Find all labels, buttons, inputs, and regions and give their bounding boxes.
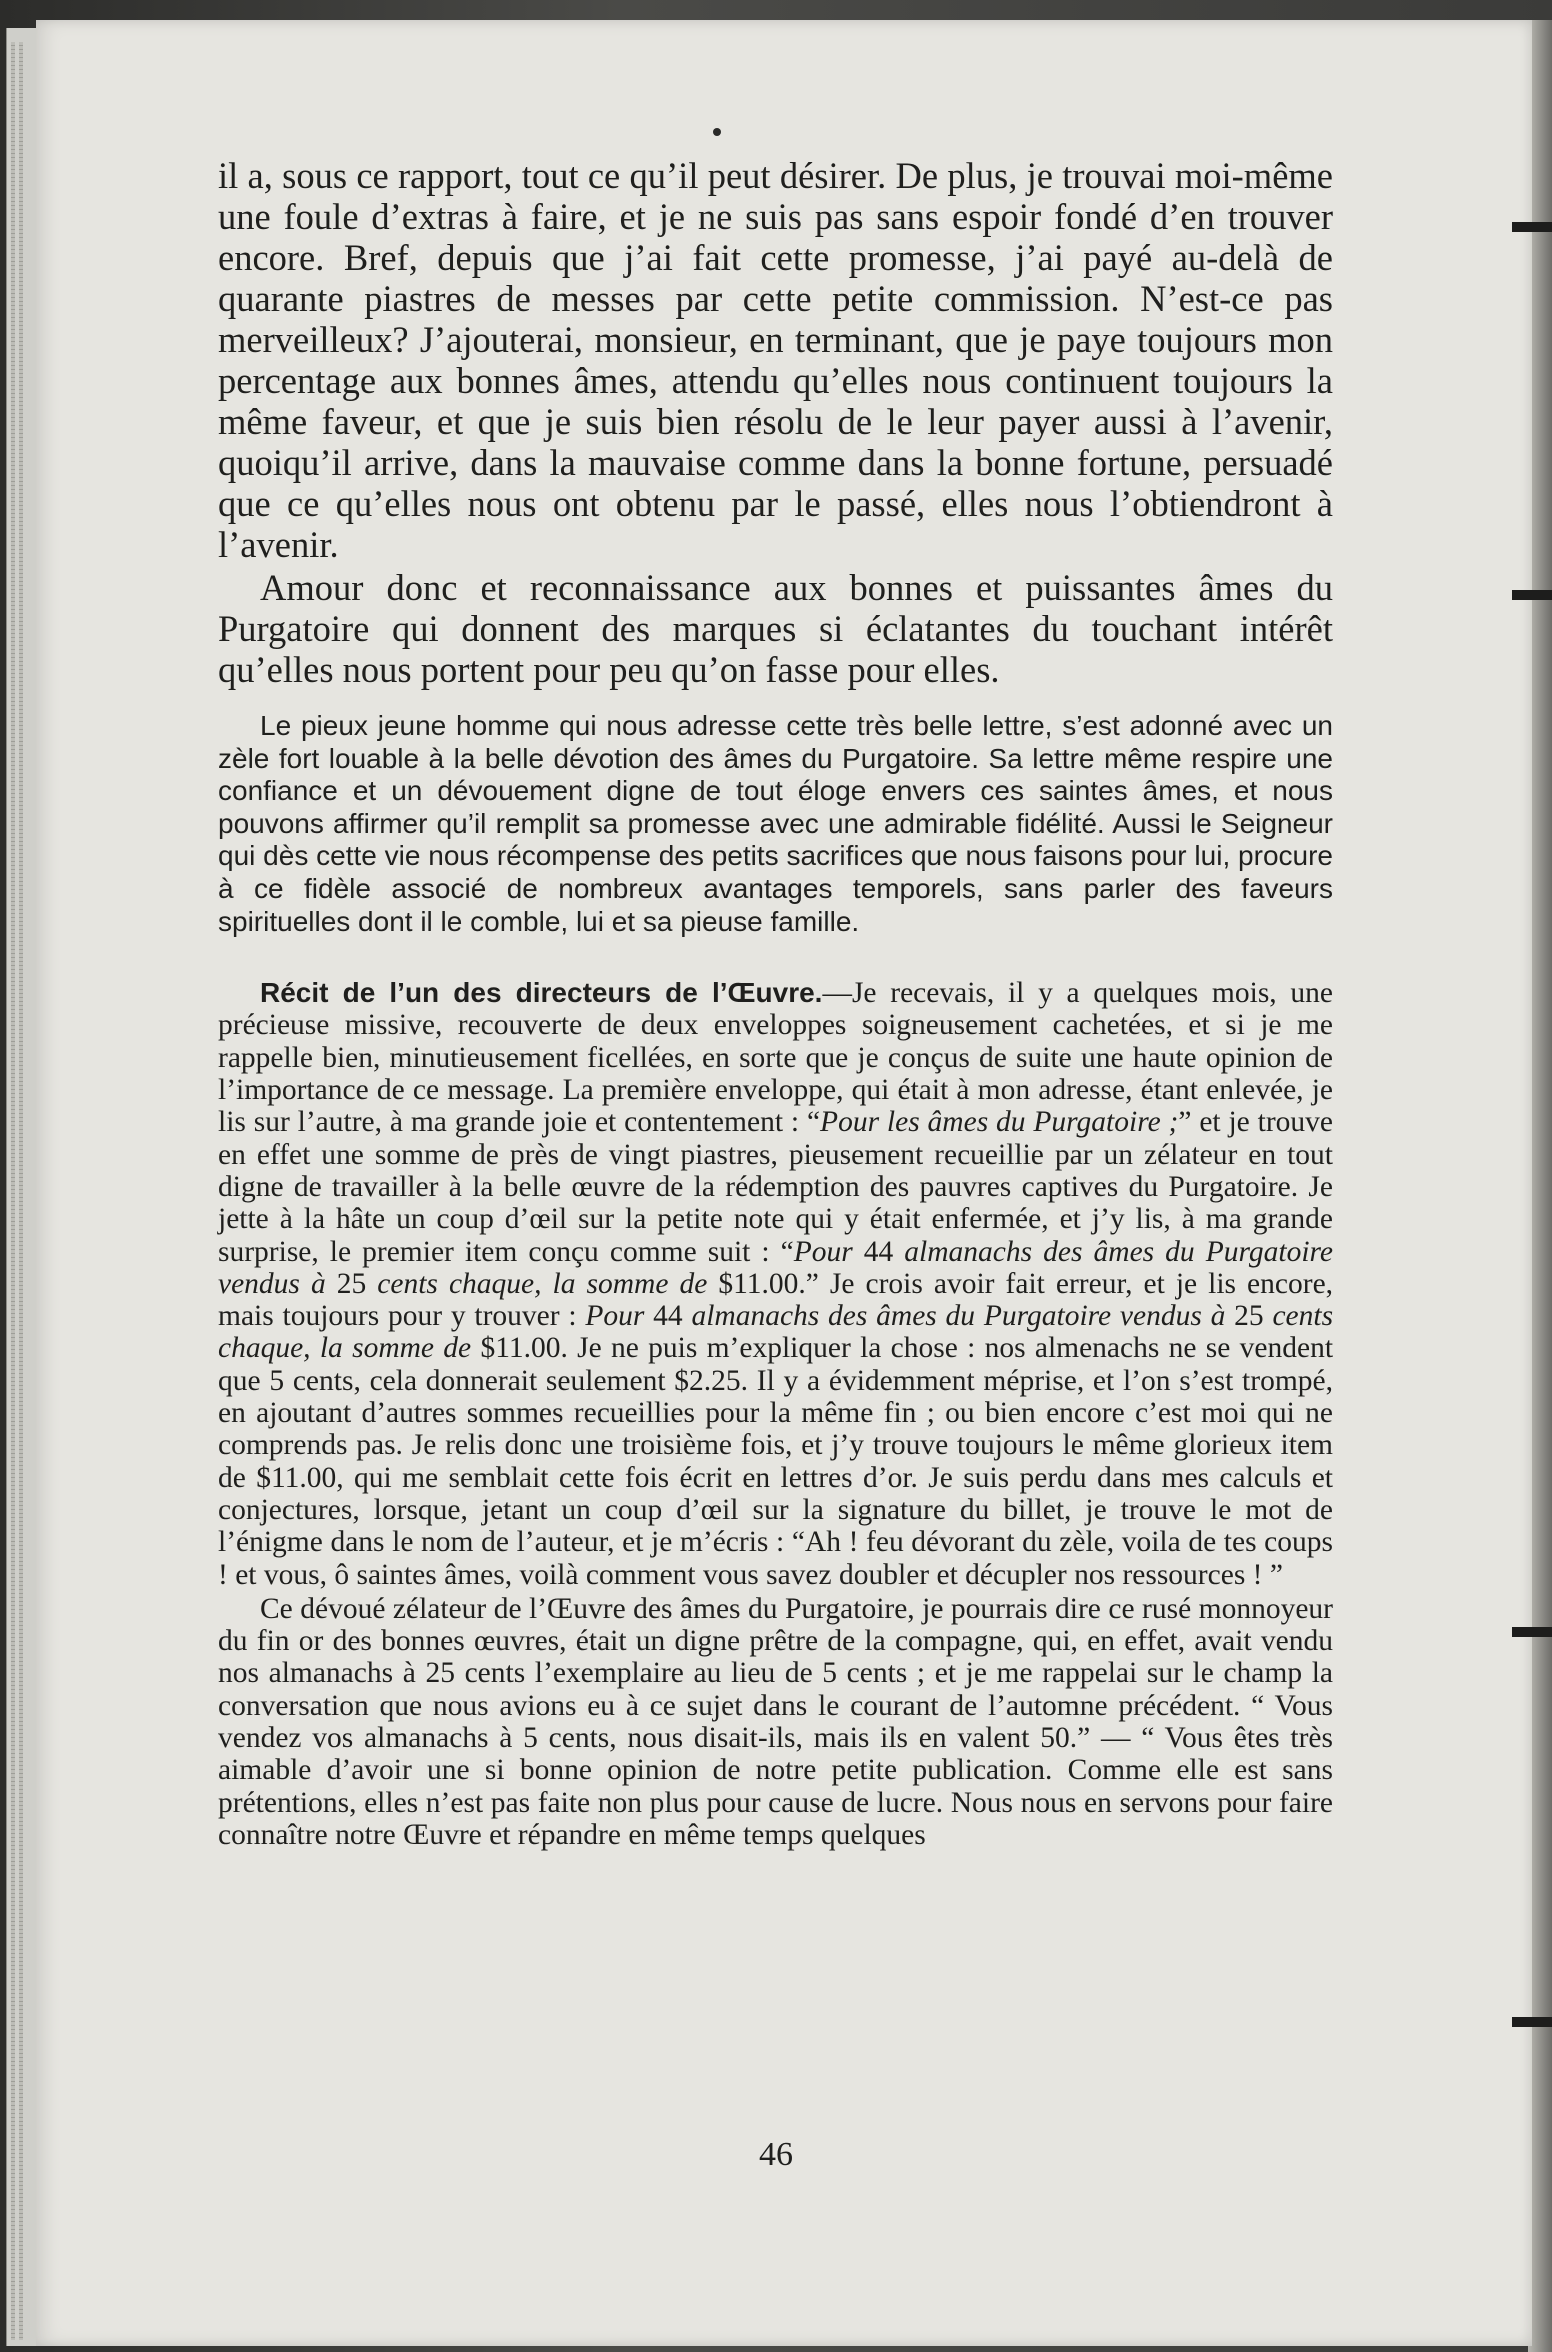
section-text: ” Je crois avoir fait erreur, et je lis encore, mais toujours pour y trouver :: [218, 1267, 1334, 1333]
italic-quote: Pour les âmes du Purgatoire ;: [820, 1106, 1179, 1139]
number: 44: [653, 1300, 683, 1333]
section-text: Je ne puis m’expliquer la chose : nos almenachs ne se vendent que 5 cents, cela donnerait seulement $2.25. Il y a évidemment méprise, et l’on s’est trompé, en ajoutant d’autres sommes recueillies pour la même fin ; ou bien encore c’est moi qui ne comprends pas. Je relis donc une troisième fois, et j’y trouve toujours le même glorieux item de $11.00, qui me semblait cette fois écrit en lettres d’or. Je suis perdu dans mes calculs et conjectures, lorsque, jetant un coup d’œil sur la signature du billet, je trouve le mot de l’énigme dans le nom de l’auteur, et je m’écris : “Ah ! feu dévorant du zèle, voila de tes coups ! et vous, ô saintes âmes, voilà comment vous savez doubler et décupler nos ressources ! ”: [218, 1332, 1334, 1591]
page-marker-tab: [1512, 222, 1552, 232]
amount: $11.00.: [718, 1267, 806, 1300]
section-paragraph: [218, 977, 1333, 1591]
italic-quote: cents chaque, la somme de: [377, 1267, 708, 1300]
letter-closing-paragraph: Amour donc et reconnaissance aux bonnes et puissantes âmes du Purgatoire qui donnent des marques si éclatantes du touchant intérêt qu’elles nous portent pour peu qu’on fasse pour elles.: [218, 567, 1333, 690]
italic-quote: almanachs des âmes du Purgatoire vendus à: [218, 1235, 1334, 1300]
section-dash: —: [822, 977, 852, 1010]
page-text: [218, 155, 1333, 1851]
page-marker-tab: [1512, 2017, 1552, 2027]
section-text: ” et je trouve en effet une somme de près de vingt piastres, pieusement recueillie par un zélateur en tout digne de travailler à la belle œuvre de la rédemption des pauvres captives du Purgatoire. Je jette à la hâte un coup d’œil sur la petite note qui y était enfermée, et j’y lis, à ma grande surprise, le premier item conçu comme suit : “: [218, 1106, 1334, 1268]
amount: $11.00.: [480, 1332, 568, 1365]
page-marker-tab: [1512, 1627, 1552, 1637]
italic-quote: Pour: [585, 1300, 645, 1333]
section-text: Je recevais, il y a quelques mois, une précieuse missive, recouverte de deux enveloppes soigneusement cachetées, et si je me rappelle bien, minutieusement ficellées, en sorte que je conçus de suite une haute opinion de l’importance de ce message. La première enveloppe, qui était à mon adresse, étant enlevée, je lis sur l’autre, à ma grande joie et contentement : “: [218, 977, 1333, 1139]
italic-quote: Pour: [793, 1235, 853, 1268]
number: 25: [336, 1267, 367, 1300]
number: 44: [863, 1235, 894, 1268]
print-mark-dot: [713, 128, 721, 136]
number: 25: [1234, 1300, 1264, 1333]
page-number: 46: [759, 2136, 793, 2173]
final-paragraph: Ce dévoué zélateur de l’Œuvre des âmes du Purgatoire, je pourrais dire ce rusé monnoyeur du fin or des bonnes œuvres, était un digne prêtre de la compagne, qui, en effet, avait vendu nos almanachs à 25 cents l’exemplaire au lieu de 5 cents ; et je me rappelai sur le champ la conversation que nous avions eu à ce sujet dans le courant de l’automne précédent. “ Vous vendez vos almanachs à 5 cents, nous disait-ils, mais ils en valent 50.” — “ Vous êtes très aimable d’avoir une si bonne opinion de notre petite publication. Comme elle est sans prétentions, elles n’est pas faite non plus pour cause de lucre. Nous nous en servons pour faire connaître notre Œuvre et répandre en même temps quelques: [218, 1592, 1333, 1851]
italic-quote: cents chaque, la somme de: [218, 1300, 1334, 1365]
section-heading: Récit de l’un des directeurs de l’Œuvre.: [260, 977, 823, 1009]
letter-paragraph: il a, sous ce rapport, tout ce qu’il peut désirer. De plus, je trouvai moi-même une foule d’extras à faire, et je ne suis pas sans espoir fondé d’en trouver encore. Bref, depuis que j’ai fait cette promesse, j’ai payé au-delà de quarante piastres de messes par cette petite commission. N’est-ce pas merveilleux? J’ajouterai, monsieur, en terminant, que je paye toujours mon percentage aux bonnes âmes, attendu qu’elles nous continuent toujours la même faveur, et que je suis bien résolu de le leur payer aussi à l’avenir, quoiqu’il arrive, dans la mauvaise comme dans la bonne fortune, persuadé que ce qu’elles nous ont obtenu par le passé, elles nous l’obtiendront à l’avenir.: [218, 155, 1333, 565]
italic-quote: almanachs des âmes du Purgatoire vendus à: [691, 1300, 1226, 1333]
editor-commentary: Le pieux jeune homme qui nous adresse cette très belle lettre, s’est adonné avec un zèle fort louable à la belle dévotion des âmes du Purgatoire. Sa lettre même respire une confiance et un dévouement digne de tout éloge envers ces saintes âmes, et nous pouvons affirmer qu’il remplit sa promesse avec une admirable fidélité. Aussi le Seigneur qui dès cette vie nous récompense des petits sacrifices que nous faisons pour lui, procure à ce fidèle associé de nombreux avantages temporels, sans parler des faveurs spirituelles dont il le comble, lui et sa pieuse famille.: [218, 710, 1333, 937]
page-marker-tab: [1512, 590, 1552, 600]
